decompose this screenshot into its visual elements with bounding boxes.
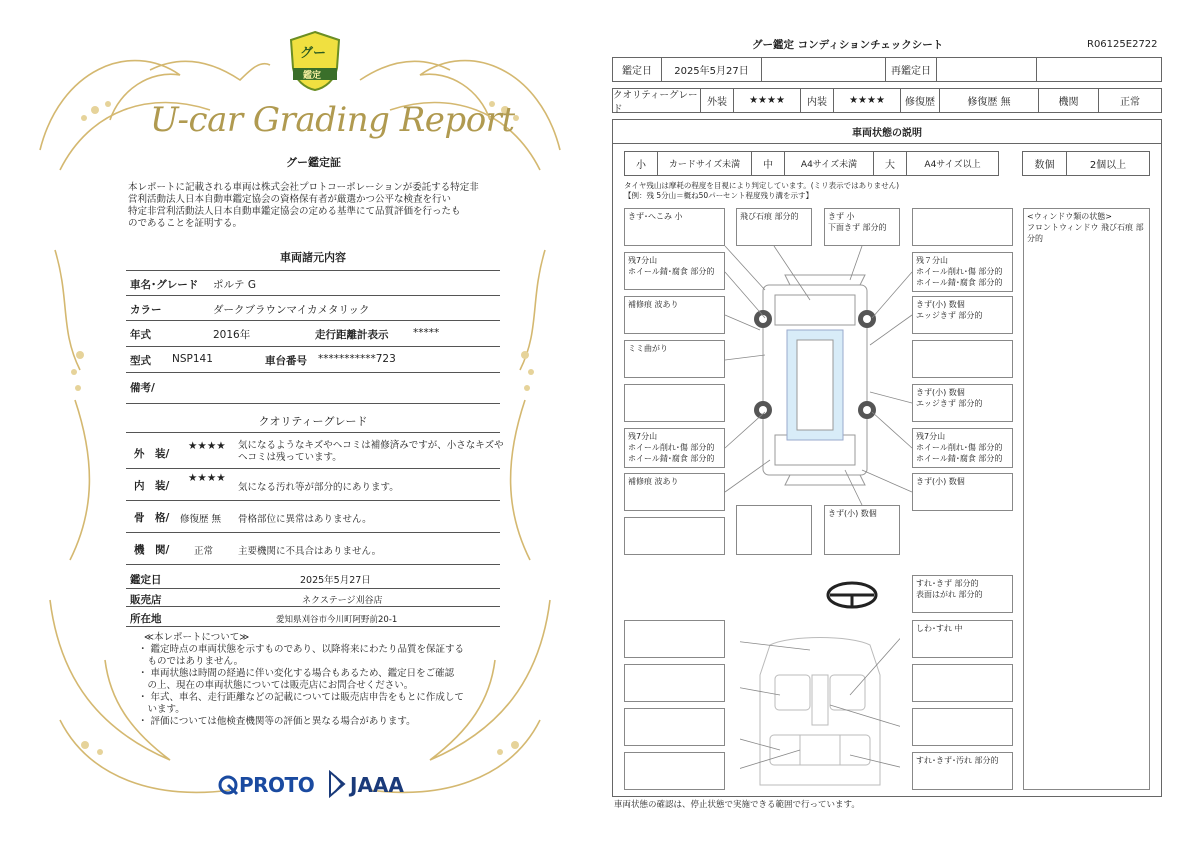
note-box-interior-r3 (912, 708, 1013, 746)
count-cell: 数個 (1022, 151, 1067, 176)
spec-name-value: ポルテ G (213, 279, 256, 291)
size-large-cell: 大 (873, 151, 907, 176)
size-large-desc-cell: A4サイズ以上 (906, 151, 999, 176)
frame-value: 修復歴 無 (180, 514, 222, 525)
ext-value: ★★★★ (749, 95, 785, 106)
spec-remarks-label: 備考/ (130, 382, 155, 394)
interior-label: 内 装/ (134, 480, 170, 492)
note-box-top-3: きず 小 下面きず 部分的 (824, 208, 900, 246)
note-item: ・ 年式、車名、走行距離などの記載については販売店申告をもとに作成して います。 (138, 692, 464, 715)
note-box-right-1: きず(小) 数個 エッジきず 部分的 (912, 296, 1013, 334)
spec-divider (126, 270, 500, 271)
note-box-interior-r2 (912, 664, 1013, 702)
logo-line2: 鑑定 (303, 71, 322, 81)
spec-chassis-label: 車台番号 (265, 355, 307, 367)
date-label: 鑑定日 (622, 66, 652, 77)
exterior-text-line: 気になるようなキズやヘコミは補修済みですが、小さなキズや (238, 440, 504, 451)
note-box-interior-r4: すれ･きず･汚れ 部分的 (912, 752, 1013, 790)
window-title: <ウィンドウ類の状態> (1027, 212, 1112, 221)
dealer-value: ネクステージ刈谷店 (302, 596, 383, 606)
condition-sheet (600, 0, 1200, 848)
address-label: 所在地 (130, 613, 162, 625)
spec-odo-value: ***** (413, 327, 440, 339)
quality-divider (126, 468, 500, 469)
sheet-footer: 車両状態の確認は、停止状態で実施できる範囲で行っています。 (614, 800, 860, 810)
report-title: U-car Grading Report (150, 100, 515, 140)
note-box-interior-l1 (624, 620, 725, 658)
size-mid-cell: 中 (751, 151, 785, 176)
note-item: ・ 鑑定時点の車両状態を示すものであり、以降将来にわたり品質を保証する ものではありません。 (138, 644, 465, 667)
note-box-interior-l4 (624, 752, 725, 790)
brand-jaaa: JAAA (350, 773, 404, 797)
note-box-left-1: 補修痕 波あり (624, 296, 725, 334)
dealer-label: 販売店 (130, 594, 162, 606)
info-divider (126, 606, 500, 607)
exterior-text (238, 440, 504, 464)
note-box-tire-front-left: 残7分山 ホイール錆･腐食 部分的 (624, 252, 725, 290)
spec-chassis-value: ***********723 (318, 353, 396, 365)
spec-divider (126, 403, 500, 404)
cert-text (128, 182, 508, 230)
note-box-tire-rear-left: 残7分山 ホイール削れ･傷 部分的 ホイール錆･腐食 部分的 (624, 428, 725, 468)
info-divider (126, 588, 500, 589)
note-box-interior-r1: しわ･すれ 中 (912, 620, 1013, 658)
sheet-id: R06125E2722 (1087, 39, 1158, 50)
note-box-left-2: ミミ曲がり (624, 340, 725, 378)
repair-label: 修復歴 (905, 97, 935, 108)
spec-divider (126, 295, 500, 296)
info-divider (126, 626, 500, 627)
frame-text: 骨格部位に異常はありません。 (238, 514, 372, 525)
proto-mark-icon (217, 774, 239, 796)
note-box-bottom-3: きず(小) 数個 (824, 505, 900, 555)
engine-label: 機 関/ (134, 544, 170, 556)
spec-model-label: 型式 (130, 355, 151, 367)
engine-text: 主要機関に不具合はありません。 (238, 546, 382, 557)
note-box-tire-rear-right: 残7分山 ホイール削れ･傷 部分的 ホイール錆･腐食 部分的 (912, 428, 1013, 468)
ext-label: 外装 (707, 97, 727, 108)
size-small-cell: 小 (624, 151, 658, 176)
cert-text-line: のであることを証明する。 (128, 218, 243, 229)
car-interior-diagram (740, 635, 900, 795)
spec-name-label: 車名･グレード (130, 279, 199, 291)
tire-note-2: 【例：残 5分山＝概ね50パーセント程度残り溝を示す】 (624, 191, 814, 200)
date-value: 2025年5月27日 (300, 575, 371, 586)
notes-block (138, 632, 498, 728)
brand-proto: PROTO (239, 773, 315, 797)
spec-odo-label: 走行距離計表示 (315, 329, 389, 341)
note-box-left-4: 補修痕 波あり (624, 473, 725, 511)
spec-year-label: 年式 (130, 329, 151, 341)
note-box-front-left: きず･へこみ 小 (624, 208, 725, 246)
spec-divider (126, 320, 500, 321)
quality-divider (126, 564, 500, 565)
note-box-tire-front-right: 残７分山 ホイール削れ･傷 部分的 ホイール錆･腐食 部分的 (912, 252, 1013, 292)
jaaa-mark-icon (327, 770, 347, 798)
note-box-top-2: 飛び石痕 部分的 (736, 208, 812, 246)
reinspect-label: 再鑑定日 (891, 66, 931, 77)
notes-title: ≪本レポートについて≫ (144, 632, 250, 643)
date-label: 鑑定日 (130, 574, 162, 586)
exterior-stars: ★★★★ (188, 440, 226, 452)
int-label: 内装 (807, 97, 827, 108)
note-item: ・ 車両状態は時間の経過に伴い変化する場合もあるため、鑑定日をご確認 の上、現在の車両状態については販売店にお問合せください。 (138, 668, 455, 691)
exterior-text-line: ヘコミは残っています。 (238, 452, 342, 463)
goo-kantei-logo (287, 30, 343, 92)
quality-divider (126, 532, 500, 533)
cert-title: グー鑑定証 (286, 156, 341, 169)
engine-value: 正常 (1120, 97, 1140, 108)
size-mid-desc-cell: A4サイズ未満 (784, 151, 874, 176)
quality-divider (126, 500, 500, 501)
cond-title: 車両状態の説明 (852, 128, 922, 139)
cert-text-line: 本レポートに記載される車両は株式会社プロトコーポレーションが委託する特定非 (128, 182, 479, 193)
engine-value: 正常 (194, 546, 214, 557)
spec-year-value: 2016年 (213, 329, 251, 341)
count-desc-cell: 2個以上 (1066, 151, 1150, 176)
tire-note-1: タイヤ残山は摩耗の程度を目視により判定しています。(ミリ表示ではありません) (624, 181, 900, 190)
engine-label: 機関 (1058, 97, 1079, 108)
cert-text-line: 営利活動法人日本自動車鑑定協会の資格保有者が厳選かつ公平な検査を行い (128, 194, 452, 205)
note-box-right-4: きず(小) 数個 (912, 473, 1013, 511)
repair-value: 修復歴 無 (967, 97, 1011, 108)
spec-color-label: カラー (130, 304, 162, 316)
interior-text: 気になる汚れ等が部分的にあります。 (238, 482, 399, 493)
address-value: 愛知県刈谷市今川町阿野前20-1 (276, 615, 398, 625)
quality-title: クオリティーグレード (258, 415, 368, 428)
spec-model-value: NSP141 (172, 353, 213, 365)
note-box-steering: すれ･きず 部分的 表面はがれ 部分的 (912, 575, 1013, 613)
interior-stars: ★★★★ (188, 472, 226, 484)
size-small-desc-cell: カードサイズ未満 (657, 151, 752, 176)
note-box-interior-l3 (624, 708, 725, 746)
int-value: ★★★★ (849, 95, 885, 106)
note-item: ・ 評価については他検査機関等の評価と異なる場合があります。 (138, 716, 416, 727)
exterior-label: 外 装/ (134, 448, 170, 460)
steering-wheel-icon (826, 580, 878, 610)
note-box-right-3: きず(小) 数個 エッジきず 部分的 (912, 384, 1013, 422)
cert-text-line: 特定非営利活動法人日本自動車鑑定協会の定める基準にて品質評価を行ったも (128, 206, 461, 217)
spec-title: 車両諸元内容 (280, 251, 346, 264)
spec-divider (126, 372, 500, 373)
window-text: フロントウィンドウ 飛び石痕 部分的 (1027, 223, 1144, 243)
spec-divider (126, 346, 500, 347)
spec-color-value: ダークブラウンマイカメタリック (213, 304, 370, 316)
note-box-interior-l2 (624, 664, 725, 702)
date-value: 2025年5月27日 (674, 66, 749, 77)
sheet-title: グー鑑定 コンディションチェックシート (752, 39, 944, 51)
logo-line1: グー (300, 46, 327, 61)
grade-label: クオリティーグレード (613, 89, 698, 115)
quality-divider (126, 432, 500, 433)
frame-label: 骨 格/ (134, 512, 170, 524)
